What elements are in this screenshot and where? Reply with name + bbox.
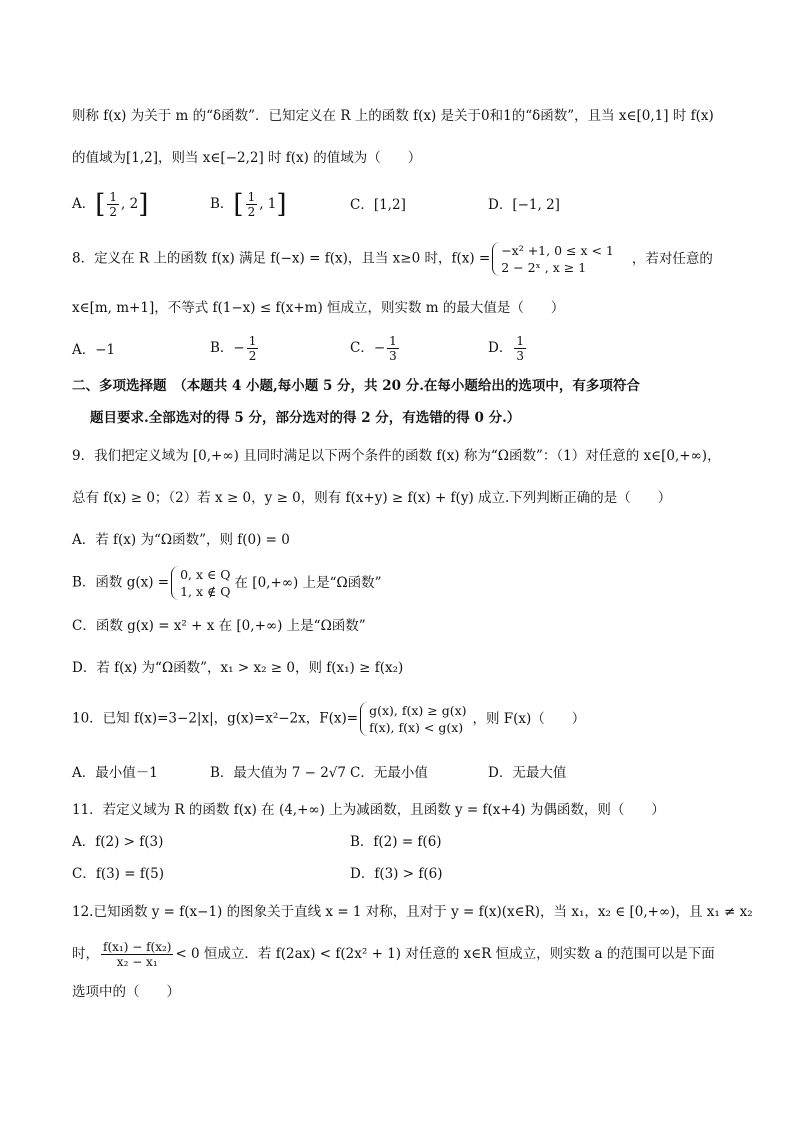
- option-label: A．: [72, 196, 96, 212]
- q8-option-a: A．−1: [72, 342, 116, 358]
- denominator: 3: [389, 349, 397, 363]
- numerator: 1: [109, 190, 118, 204]
- q7-option-d: D．[−1, 2]: [488, 197, 560, 213]
- q8-option-d: [488, 334, 528, 363]
- bracket: [: [233, 189, 244, 220]
- q8-option-b: [210, 334, 260, 363]
- piece-1: 0, x ∈ Q: [180, 567, 231, 582]
- piece-2: f(x), f(x) < g(x): [369, 720, 464, 735]
- q9-text-line-1: 9．我们把定义域为 [0,+∞) 且同时满足以下两个条件的函数 f(x) 称为“Ω函数”：（1）对任意的 x∈[0,+∞)，: [72, 448, 721, 464]
- piece-1: g(x), f(x) ≥ g(x): [369, 703, 467, 718]
- denominator: x₂ − x₁: [116, 955, 158, 969]
- piecewise-function: [171, 566, 230, 600]
- q9-option-d: D．若 f(x) 为“Ω函数”，x₁ > x₂ ≥ 0，则 f(x₁) ≥ f(x₂): [72, 660, 404, 676]
- q9-option-c: C．函数 g(x) = x² + x 在 [0,+∞) 上是“Ω函数”: [72, 618, 366, 634]
- option-label: D．: [488, 340, 513, 356]
- q11-option-c: C．f(3) = f(5): [72, 866, 164, 882]
- denominator: 3: [516, 349, 524, 363]
- q10-stem-tail: ，则 F(x)（ ）: [472, 710, 586, 727]
- q9-option-b: [72, 566, 382, 600]
- q8-text-line-2: x∈[m, m+1]，不等式 f(1−x) ≤ f(x+m) 恒成立，则实数 m 的最大值是（ ）: [72, 300, 565, 316]
- option-label: B．−: [210, 340, 245, 356]
- denominator: 2: [248, 349, 257, 363]
- bracket: [: [95, 189, 106, 220]
- bracket: ]: [138, 189, 149, 220]
- option-rest: , 1: [259, 196, 277, 212]
- q12-prefix: 时，: [72, 946, 99, 962]
- q11-option-d: D．f(3) > f(6): [350, 866, 443, 882]
- piecewise-function: [492, 242, 614, 276]
- numerator: 1: [247, 190, 256, 204]
- piece-2: 2 − 2ˣ , x ≥ 1: [501, 260, 587, 275]
- q10-text: [72, 702, 585, 736]
- numerator: 1: [248, 334, 257, 348]
- q11-option-b: B．f(2) = f(6): [350, 834, 442, 850]
- q7-option-c: C．[1,2]: [350, 197, 406, 213]
- numerator: 1: [516, 334, 524, 348]
- q8-option-c: [350, 334, 401, 363]
- piecewise-function: [360, 702, 466, 736]
- q8-stem: 8．定义在 R 上的函数 f(x) 满足 f(−x) = f(x)，且当 x≥0 时，f(x) =: [72, 250, 491, 267]
- q12-text-line-1: 12.已知函数 y = f(x−1) 的图象关于直线 x = 1 对称，且对于 y = f(x)(x∈R)，当 x₁，x₂ ∈ [0,+∞)，且 x₁ ≠ x₂: [72, 904, 753, 920]
- q10-option-d: D．无最大值: [488, 765, 567, 781]
- section-2-heading-line-2: 题目要求.全部选对的得 5 分，部分选对的得 2 分，有选错的得 0 分.）: [90, 410, 521, 426]
- option-label: B．: [210, 196, 234, 212]
- q11-option-a: A．f(2) > f(3): [72, 834, 164, 850]
- option-label: B．函数 g(x) =: [72, 574, 170, 591]
- q10-option-c: C．无最小值: [350, 765, 428, 781]
- q8-stem-tail: ，若对任意的: [631, 250, 713, 267]
- denominator: 2: [109, 205, 118, 219]
- fraction: [247, 334, 259, 363]
- q12-text-line-2: [72, 940, 715, 969]
- fraction: [101, 940, 173, 969]
- denominator: 2: [247, 205, 256, 219]
- fraction: [514, 334, 526, 363]
- option-label: C．−: [350, 340, 386, 356]
- piece-1: −x² +1, 0 ≤ x < 1: [501, 243, 614, 258]
- q7-text-line-2: 的值域为[1,2]，则当 x∈[−2,2] 时 f(x) 的值域为（ ）: [72, 150, 422, 166]
- q12-text-line-3: 选项中的（ ）: [72, 984, 180, 1000]
- q9-option-a: A．若 f(x) 为“Ω函数”，则 f(0) = 0: [72, 532, 290, 548]
- q8-text-line-1: [72, 242, 713, 276]
- bracket: ]: [276, 189, 287, 220]
- fraction: [246, 190, 258, 219]
- q7-text-line-1: 则称 f(x) 为关于 m 的“δ函数”．已知定义在 R 上的函数 f(x) 是关于0和1的“δ函数”，且当 x∈[0,1] 时 f(x): [72, 108, 714, 124]
- numerator: f(x₁) − f(x₂): [103, 940, 172, 954]
- option-rest: , 2: [121, 196, 139, 212]
- piece-2: 1, x ∉ Q: [180, 584, 231, 599]
- q12-tail: < 0 恒成立．若 f(2ax) < f(2x² + 1) 对任意的 x∈R 恒成立，则实数 a 的范围可以是下面: [175, 946, 715, 962]
- q10-option-a: A．最小值－1: [72, 765, 158, 781]
- q10-option-b: B．最大值为 7 − 2√7: [210, 765, 346, 781]
- q7-option-b: [210, 190, 287, 219]
- section-2-heading-line-1: 二、多项选择题 （本题共 4 小题,每小题 5 分，共 20 分.在每小题给出的选项中，有多项符合: [72, 378, 640, 394]
- option-tail: 在 [0,+∞) 上是“Ω函数”: [234, 574, 382, 591]
- fraction: [107, 190, 119, 219]
- fraction: [387, 334, 399, 363]
- q9-text-line-2: 总有 f(x) ≥ 0；（2）若 x ≥ 0，y ≥ 0，则有 f(x+y) ≥ f(x) + f(y) 成立.下列判断正确的是（ ）: [72, 490, 672, 506]
- q11-text: 11．若定义域为 R 的函数 f(x) 在 (4,+∞) 上为减函数，且函数 y = f(x+4) 为偶函数，则（ ）: [72, 802, 665, 818]
- numerator: 1: [389, 334, 397, 348]
- q10-stem: 10．已知 f(x)=3−2|x|，g(x)=x²−2x，F(x)=: [72, 710, 359, 727]
- q7-option-a: [72, 190, 148, 219]
